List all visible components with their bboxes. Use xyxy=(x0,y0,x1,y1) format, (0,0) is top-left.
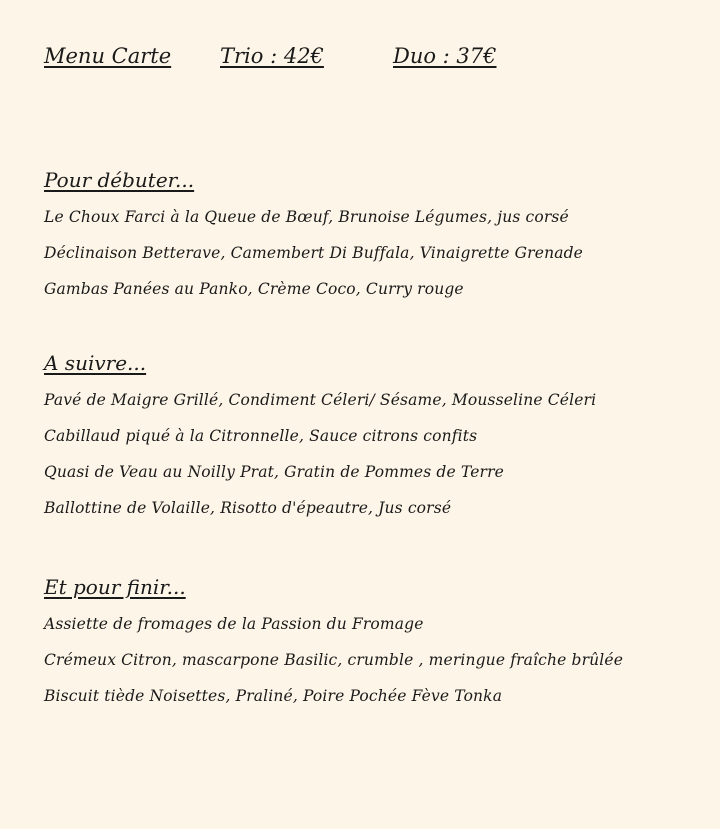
dish-item: Quasi de Veau au Noilly Prat, Gratin de Pommes de Terre xyxy=(44,463,504,481)
dish-item: Gambas Panées au Panko, Crème Coco, Curry rouge xyxy=(44,280,464,298)
trio-price-heading: Trio : 42€ xyxy=(220,44,324,68)
section-title: Pour débuter... xyxy=(44,168,195,192)
dish-item: Pavé de Maigre Grillé, Condiment Céleri/ Sésame, Mousseline Céleri xyxy=(44,391,597,409)
dish-item: Assiette de fromages de la Passion du Fromage xyxy=(44,615,424,633)
dish-item: Le Choux Farci à la Queue de Bœuf, Brunoise Légumes, jus corsé xyxy=(44,208,569,226)
desserts-section xyxy=(44,573,700,719)
duo-price-heading: Duo : 37€ xyxy=(393,44,497,68)
section-title: A suivre... xyxy=(44,351,147,375)
starters-section xyxy=(44,166,700,312)
dish-item: Crémeux Citron, mascarpone Basilic, crumble , meringue fraîche brûlée xyxy=(44,651,624,669)
dish-item: Biscuit tiède Noisettes, Praliné, Poire Pochée Fève Tonka xyxy=(44,687,503,705)
dish-item: Cabillaud piqué à la Citronnelle, Sauce citrons confits xyxy=(44,427,478,445)
menu-header xyxy=(44,44,720,74)
dish-item: Déclinaison Betterave, Camembert Di Buffala, Vinaigrette Grenade xyxy=(44,244,583,262)
menu-carte-heading: Menu Carte xyxy=(44,44,172,68)
dish-item: Ballottine de Volaille, Risotto d'épeautre, Jus corsé xyxy=(44,499,452,517)
section-title: Et pour finir... xyxy=(44,575,186,599)
mains-section xyxy=(44,349,700,531)
